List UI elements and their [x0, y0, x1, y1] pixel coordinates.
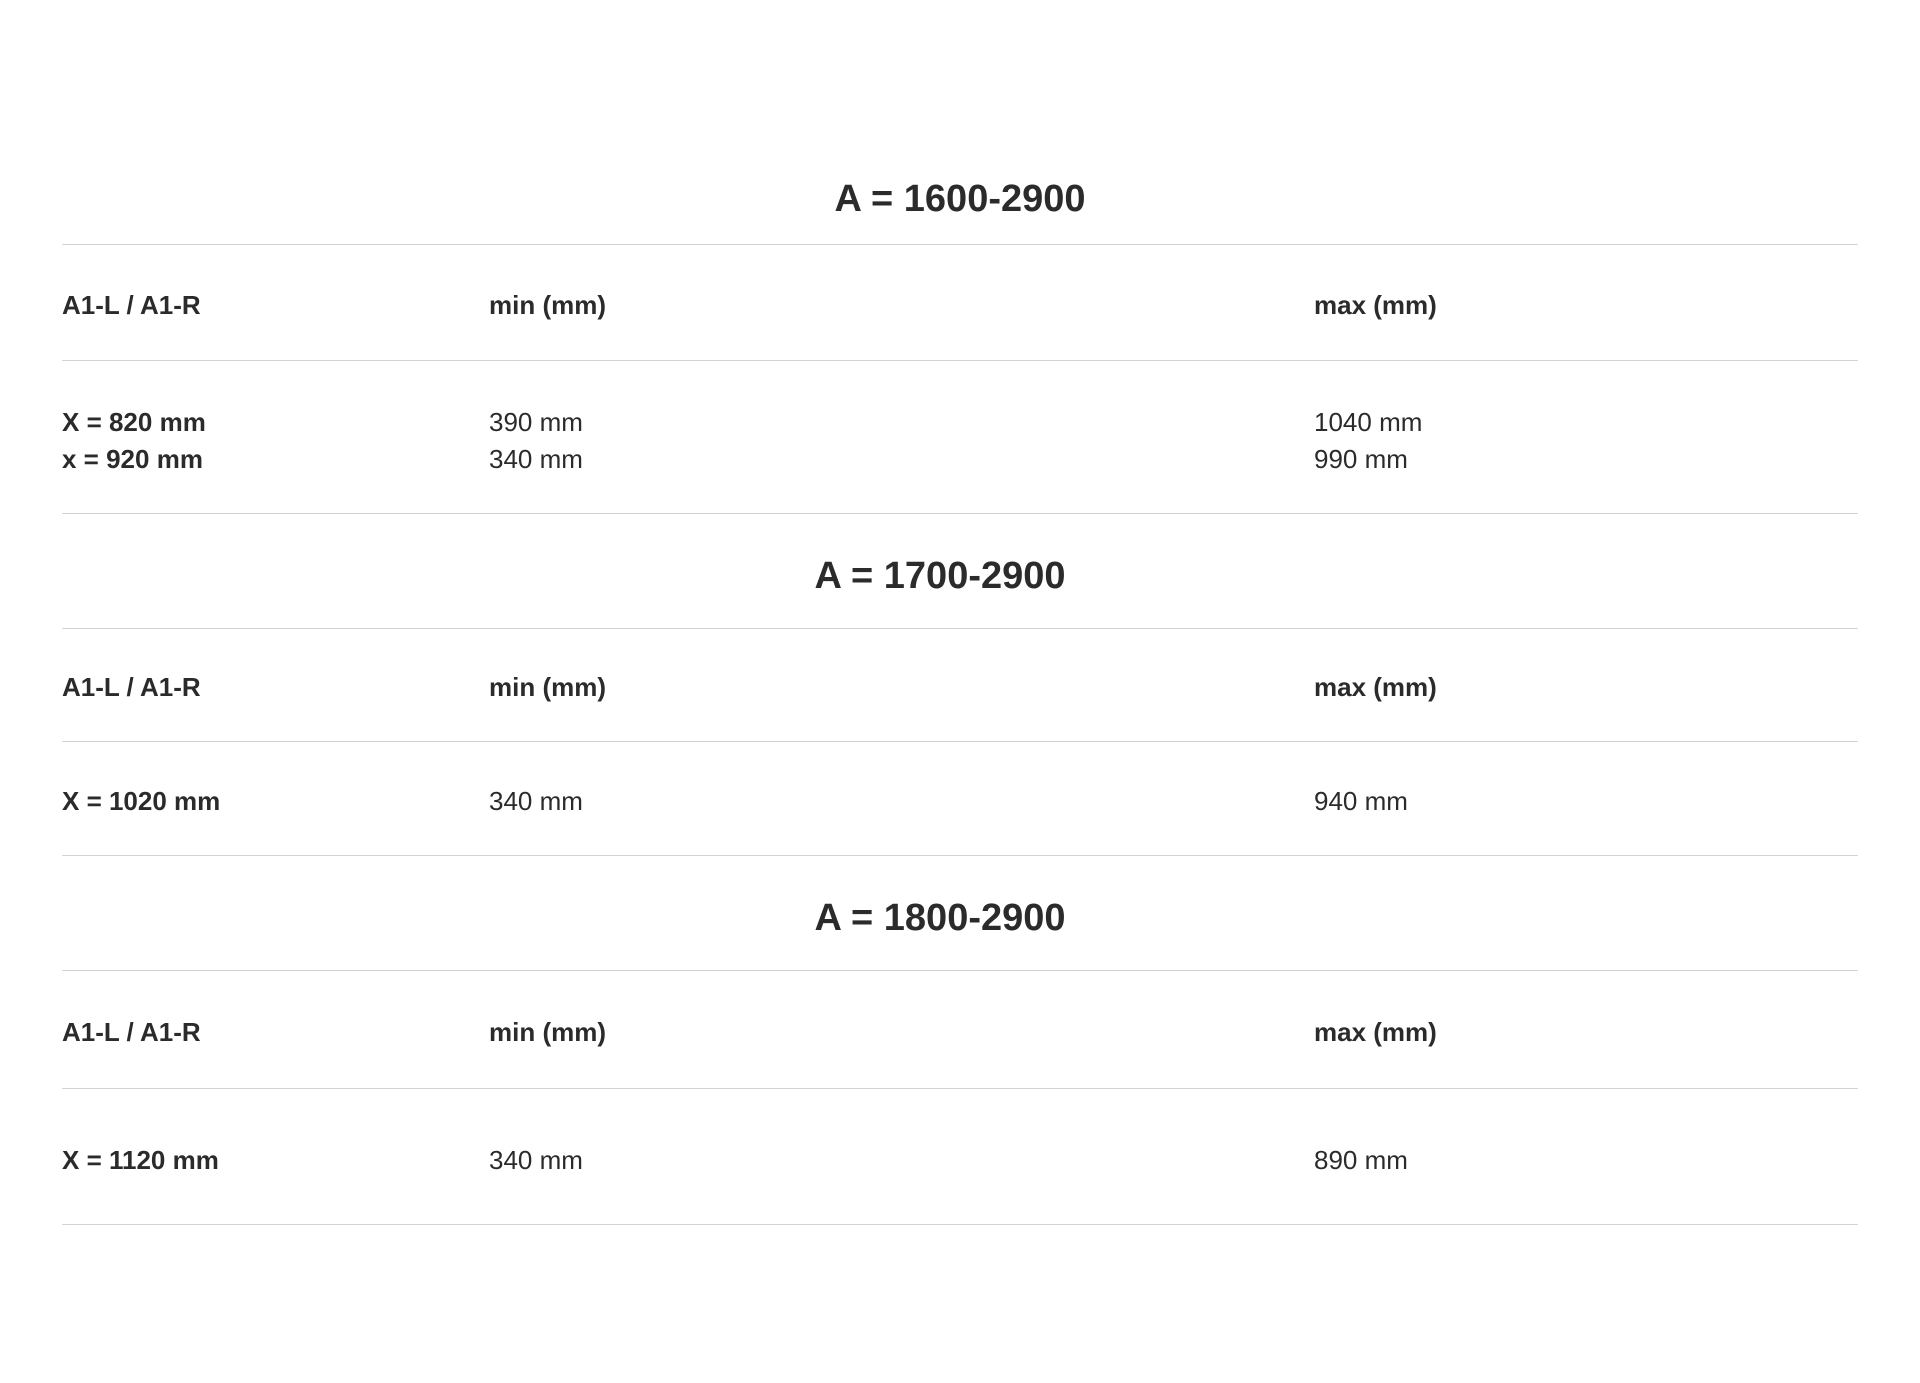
header-max: max (mm): [1314, 1017, 1437, 1047]
divider: [62, 1088, 1858, 1089]
divider: [62, 855, 1858, 856]
header-min: min (mm): [489, 1017, 606, 1047]
row-min: 340 mm: [489, 1145, 583, 1175]
section-title-1700-2900: A = 1700-2900: [814, 555, 1066, 597]
divider: [62, 244, 1858, 245]
header-max: max (mm): [1314, 672, 1437, 702]
row-max: 890 mm: [1314, 1145, 1408, 1175]
divider: [62, 513, 1858, 514]
header-label: A1-L / A1-R: [62, 1017, 201, 1047]
divider: [62, 1224, 1858, 1225]
divider: [62, 628, 1858, 629]
row-min: 340 mm: [489, 786, 583, 816]
row-label: X = 1020 mm: [62, 786, 221, 816]
row-max: 940 mm: [1314, 786, 1408, 816]
row-min: 390 mm: [489, 407, 583, 437]
row-label: X = 820 mm: [62, 407, 206, 437]
section-title-1800-2900: A = 1800-2900: [814, 897, 1066, 939]
table-row-mins: [489, 404, 583, 478]
divider: [62, 970, 1858, 971]
row-max: 1040 mm: [1314, 407, 1423, 437]
row-label: x = 920 mm: [62, 444, 203, 474]
divider: [62, 360, 1858, 361]
divider: [62, 741, 1858, 742]
section-title-1600-2900: A = 1600-2900: [834, 178, 1086, 220]
row-min: 340 mm: [489, 444, 583, 474]
table-row-labels: [62, 404, 206, 478]
header-min: min (mm): [489, 290, 606, 320]
header-max: max (mm): [1314, 290, 1437, 320]
header-label: A1-L / A1-R: [62, 672, 201, 702]
row-label: X = 1120 mm: [62, 1145, 219, 1175]
header-min: min (mm): [489, 672, 606, 702]
row-max: 990 mm: [1314, 444, 1408, 474]
table-row-maxes: [1314, 404, 1422, 478]
header-label: A1-L / A1-R: [62, 290, 201, 320]
